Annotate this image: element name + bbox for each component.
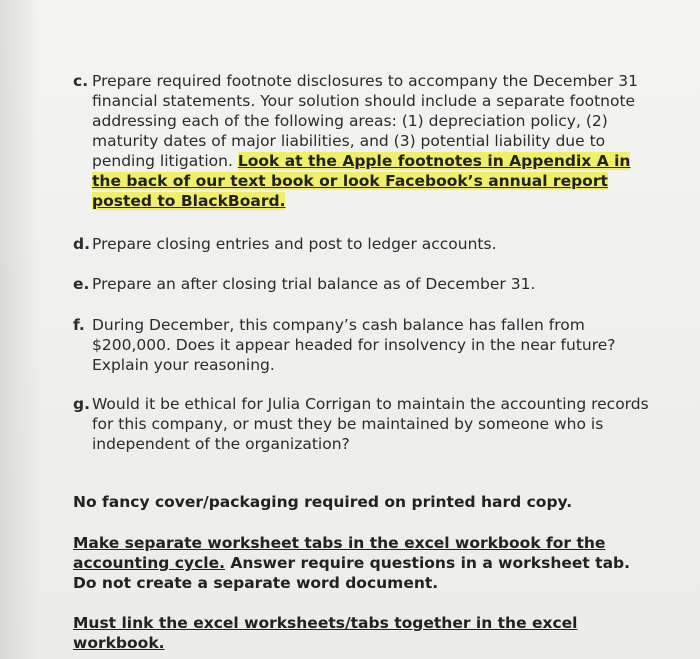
question-d — [73, 234, 653, 254]
question-letter: f. — [73, 316, 85, 334]
question-text — [92, 274, 653, 294]
note-line: Do not create a separate word document. — [73, 574, 439, 592]
worksheet-tabs-note — [73, 533, 633, 593]
question-line: financial statements. Your solution should include a separate footnote — [92, 92, 636, 110]
question-letter: d. — [73, 235, 90, 253]
question-line: Prepare closing entries and post to ledger accounts. — [92, 235, 497, 253]
page-shadow — [0, 0, 40, 659]
question-g — [73, 394, 653, 454]
cover-note — [73, 492, 633, 512]
question-line: addressing each of the following areas: (1) depreciation policy, (2) — [92, 112, 608, 130]
highlighted-instruction: posted to BlackBoard. — [92, 192, 286, 210]
question-line: maturity dates of major liabilities, and (3) potential liability due to — [92, 132, 606, 150]
question-text — [92, 71, 653, 211]
note-line: workbook. — [73, 634, 165, 652]
note-line: No fancy cover/packaging required on printed hard copy. — [73, 493, 573, 511]
question-line: During December, this company’s cash balance has fallen from — [92, 316, 585, 334]
question-text — [92, 234, 653, 254]
question-letter: e. — [73, 275, 90, 293]
question-line: independent of the organization? — [92, 435, 350, 453]
question-line: pending litigation. — [92, 152, 233, 170]
question-f — [73, 315, 653, 375]
question-line: $200,000. Does it appear headed for insolvency in the near future? — [92, 336, 616, 354]
question-e — [73, 274, 653, 294]
highlighted-instruction: Look at the Apple footnotes in Appendix A in — [237, 152, 631, 170]
question-line: Would it be ethical for Julia Corrigan to maintain the accounting records — [92, 395, 649, 413]
question-letter: g. — [73, 395, 90, 413]
question-c — [73, 71, 653, 211]
question-line: Prepare an after closing trial balance as of December 31. — [92, 275, 536, 293]
note-line: accounting cycle. — [73, 554, 225, 572]
link-worksheets-note — [73, 613, 633, 653]
question-line: Prepare required footnote disclosures to accompany the December 31 — [92, 72, 638, 90]
question-line: for this company, or must they be maintained by someone who is — [92, 415, 604, 433]
question-letter: c. — [73, 72, 89, 90]
question-text — [92, 394, 653, 454]
note-line: Make separate worksheet tabs in the excel workbook for the — [73, 534, 606, 552]
note-line: Must link the excel worksheets/tabs together in the excel — [73, 614, 578, 632]
question-text — [92, 315, 653, 375]
note-line: Answer require questions in a worksheet tab. — [225, 554, 631, 572]
highlighted-instruction: the back of our text book or look Facebook’s annual report — [92, 172, 608, 190]
question-line: Explain your reasoning. — [92, 356, 275, 374]
